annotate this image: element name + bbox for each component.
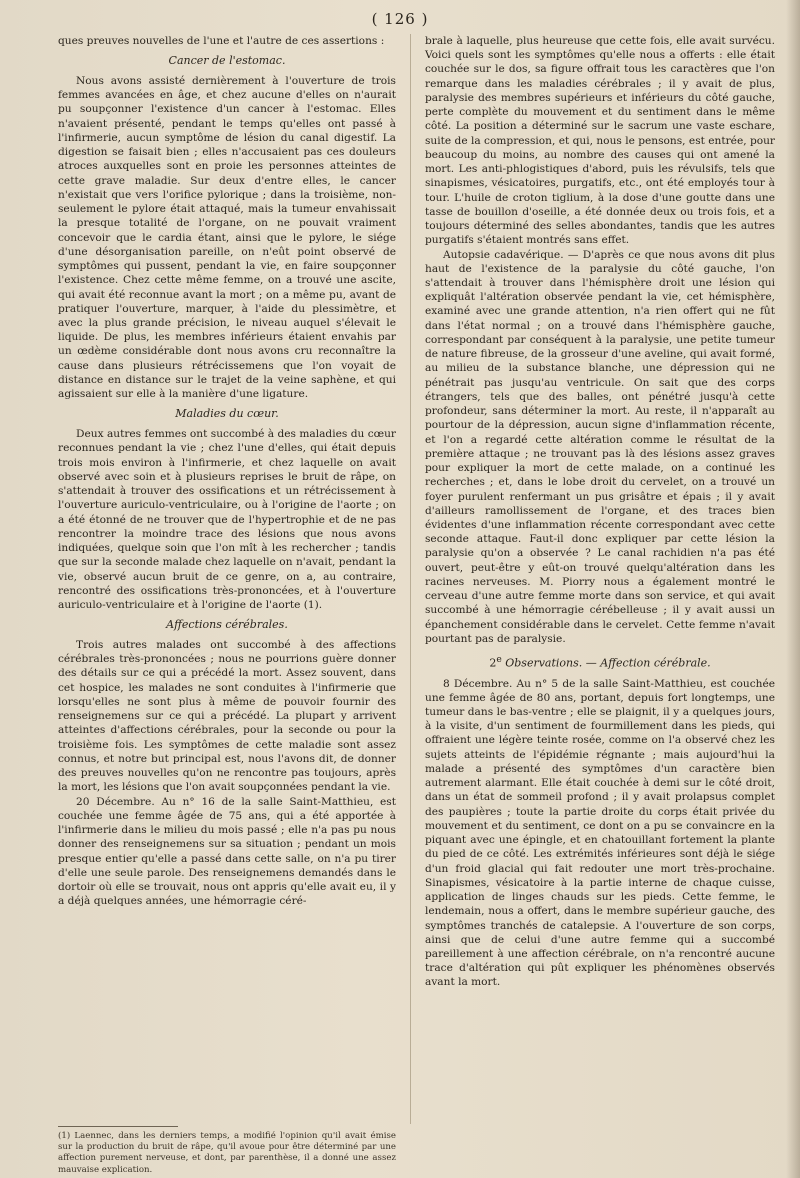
section-heading-cerebrales: Affections cérébrales.	[166, 618, 288, 632]
observations-number: 2	[489, 656, 497, 670]
observations-label: Observations.	[505, 656, 583, 670]
observations-separator: —	[585, 656, 597, 670]
observation-paragraph: 20 Décembre. Au n° 16 de la salle Saint-Matthieu, est couchée une femme âgée de 75 ans, qui a été apportée à l'infirmerie dans le milieu du mois passé ; elle n'a pas pu nous donner des renseignemens sur sa situation ; pendant un mois presque entier qu'elle a passé dans cette salle, on n'a pu tirer d'elle une seule parole. Des renseignemens demandés dans le dortoir où elle se trouvait, nous ont appris qu'elle avait eu, il y a déjà quelques années, une hémorragie céré-	[58, 795, 396, 908]
cancer-paragraph: Nous avons assisté dernièrement à l'ouverture de trois femmes avancées en âge, et chez aucune d'elles on n'aurait pu soupçonner l'existence d'un cancer à l'estomac. Elles n'avaient présenté, pendant le temps qu'elles ont passé à l'infirmerie, aucun symptôme de lésion du canal digestif. La digestion se faisait bien ; elles n'accusaient pas ces douleurs atroces auxquelles sont en proie les personnes atteintes de cette grave maladie. Sur deux d'entre elles, le cancer n'existait que vers l'orifice pylorique ; dans la troisième, non-seulement le pylore était attaqué, mais la tumeur envahissait la presque totalité de l'organe, on ne pouvait vraiment concevoir que le cardia étant, ainsi que le pylore, le siége d'une désorganisation pareille, on n'eût point observé de symptômes qui pussent, pendant la vie, en faire soupçonner l'existence. Chez cette même femme, on a trouvé une ascite, qui avait été reconnue avant la mort ; on a même pu, avant de pratiquer l'ouverture, marquer, à l'aide du plessimètre, et avec la plus grande précision, le niveau auquel s'élevait le liquide. De plus, les membres inférieurs étaient envahis par un œdème considérable dont nous avons cru reconnaître la cause dans plusieurs rétrécissemens que l'on voyait de distance en distance sur le trajet de la veine saphène, et qui agissaient sur elle à la manière d'une ligature.	[58, 75, 396, 401]
observations-heading: 2e Observations. — Affection cérébrale.	[489, 654, 711, 670]
right-column	[425, 34, 775, 990]
intro-paragraph: ques preuves nouvelles de l'une et l'autre de ces assertions :	[58, 35, 385, 47]
left-column	[58, 34, 396, 908]
page-number: ( 126 )	[371, 10, 429, 28]
cerebrales-paragraph: Trois autres malades ont succombé à des affections cérébrales très-prononcées ; nous ne pourrions guère donner des détails sur ce qui a précédé la mort. Assez souvent, dans cet hospice, les malades ne sont conduites à l'infirmerie que lorsqu'elles ne sont plus à même de pouvoir fournir des renseignemens sur ce qui a précédé. La plupart y arrivent atteintes d'affections cérébrales, pour la seconde ou pour la troisième fois. Les symptômes de cette maladie sont assez connus, et notre but principal est, nous l'avons dit, de donner des preuves nouvelles qu'on ne rencontre pas toujours, après la mort, les lésions que l'on avait soupçonnées pendant la vie.	[58, 639, 396, 794]
column-divider	[410, 34, 411, 1124]
footnote	[58, 1126, 396, 1176]
continued-paragraph: brale à laquelle, plus heureuse que cette fois, elle avait survécu. Voici quels sont les symptômes qu'elle nous a offerts : elle était couchée sur le dos, sa figure offrait tous les caractères que l'on remarque dans les maladies cérébrales ; il y avait de plus, paralysie des membres supérieurs et inférieurs du côté gauche, perte complète du mouvement et du sentiment dans le même côté. La position a déterminé sur le sacrum une vaste eschare, suite de la compression, et qui, nous le pensons, est entrée, pour beaucoup du moins, au nombre des causes qui ont amené la mort. Les anti-phlogistiques d'abord, puis les révulsifs, tels que sinapismes, vésicatoires, purgatifs, etc., ont été employés tour à tour. L'huile de croton tiglium, à la dose d'une goutte dans une tasse de bouillon d'oseille, a été donnée deux ou trois fois, et a toujours déterminé des selles abondantes, tandis que les autres purgatifs s'étaient montrés sans effet.	[425, 35, 775, 247]
page-edge-shadow	[786, 0, 800, 1178]
coeur-paragraph: Deux autres femmes ont succombé à des maladies du cœur reconnues pendant la vie ; chez l'une d'elles, qui était depuis trois mois environ à l'infirmerie, et chez laquelle on avait observé avec soin et à plusieurs reprises le bruit de râpe, on s'attendait à trouver des ossifications et un rétrécissement à l'ouverture auriculo-ventriculaire, ou à l'origine de l'aorte ; on a été étonné de ne trouver que de l'hypertrophie et de ne pas rencontrer la moindre trace des lésions que nous avons indiquées, quelque soin que l'on mît à les rechercher ; tandis que sur la seconde malade chez laquelle on n'avait, pendant la vie, observé aucun bruit de ce genre, on a, au contraire, rencontré des ossifications très-prononcées, et à l'ouverture auriculo-ventriculaire et à l'origine de l'aorte (1).	[58, 428, 396, 611]
footnote-rule	[58, 1126, 178, 1127]
section-heading-coeur: Maladies du cœur.	[175, 407, 279, 421]
footnote-text: (1) Laennec, dans les derniers temps, a modifié l'opinion qu'il avait émise sur la production du bruit de râpe, qu'il avoue pour être déterminé par une affection purement nerveuse, et dont, par parenthèse, il a donné une assez mauvaise explication.	[58, 1131, 396, 1175]
section-heading-cancer: Cancer de l'estomac.	[168, 54, 286, 68]
observation2-paragraph: 8 Décembre. Au n° 5 de la salle Saint-Matthieu, est couchée une femme âgée de 80 ans, portant, depuis fort longtemps, une tumeur dans le bas-ventre ; elle se plaignit, il y a quelques jours, à la visite, d'un sentiment de fourmillement dans les pieds, qui offraient une légère teinte rosée, comme on l'a observé chez les sujets atteints de l'épidémie régnante ; mais aujourd'hui la malade a présenté des symptômes d'un caractère bien autrement alarmant. Elle était couchée à demi sur le côté droit, dans un état de sommeil profond ; il y avait prolapsus complet des paupières ; toute la partie droite du corps était privée du mouvement et du sentiment, ce dont on a pu se convaincre en la piquant avec une épingle, et en chatouillant fortement la plante du pied de ce côté. Les extrémités inférieures sont déjà le siége d'un froid glacial qui fait redouter une mort très-prochaine. Sinapismes, vésicatoire à la partie interne de chaque cuisse, application de linges chauds sur les pieds. Cette femme, le lendemain, nous a offert, dans le membre supérieur gauche, des symptômes tranchés de catalepsie. A l'ouverture de son corps, ainsi que de celui d'une autre femme qui a succombé pareillement à une affection cérébrale, on n'a rencontré aucune trace d'altération qui pût expliquer les phénomènes observés avant la mort.	[425, 677, 775, 989]
observations-title: Affection cérébrale.	[600, 656, 711, 670]
autopsie-paragraph: Autopsie cadavérique. — D'après ce que nous avons dit plus haut de l'existence de la paralysie du côté gauche, l'on s'attendait à trouver dans l'hémisphère droit une lésion qui expliquât l'altération observée pendant la vie, cet hémisphère, examiné avec une grande attention, n'a rien offert qui ne fût dans l'état normal ; on a trouvé dans l'hémisphère gauche, correspondant par conséquent à la paralysie, une petite tumeur de nature fibreuse, de la grosseur d'une aveline, qui avait formé, au milieu de la substance blanche, une dépression qui ne pénétrait pas jusqu'au ventricule. On sait que des corps étrangers, tels que des balles, ont pénétré jusqu'à cette profondeur, sans déterminer la mort. Au reste, il n'apparaît au pourtour de la dépression, aucun signe d'inflammation récente, et l'on a regardé cette altération comme le résultat de la première attaque ; ne trouvant pas là des lésions assez graves pour expliquer la mort de cette malade, on a continué les recherches ; et, dans le lobe droit du cervelet, on a trouvé un foyer purulent renfermant un pus grisâtre et épais ; il y avait d'ailleurs ramollissement de l'organe, et des traces bien évidentes d'une inflammation récente correspondant avec cette seconde attaque. Faut-il donc expliquer par cette lésion la paralysie qu'on a observée ? Le canal rachidien n'a pas été ouvert, peut-être y eût-on trouvé quelqu'altération dans les racines nerveuses. M. Piorry nous a également montré le cerveau d'une autre femme morte dans son service, et qui avait succombé à une hémorragie cérébelleuse ; il y avait aussi un épanchement considérable dans le cervelet. Cette femme n'avait pourtant pas de paralysie.	[425, 248, 775, 645]
